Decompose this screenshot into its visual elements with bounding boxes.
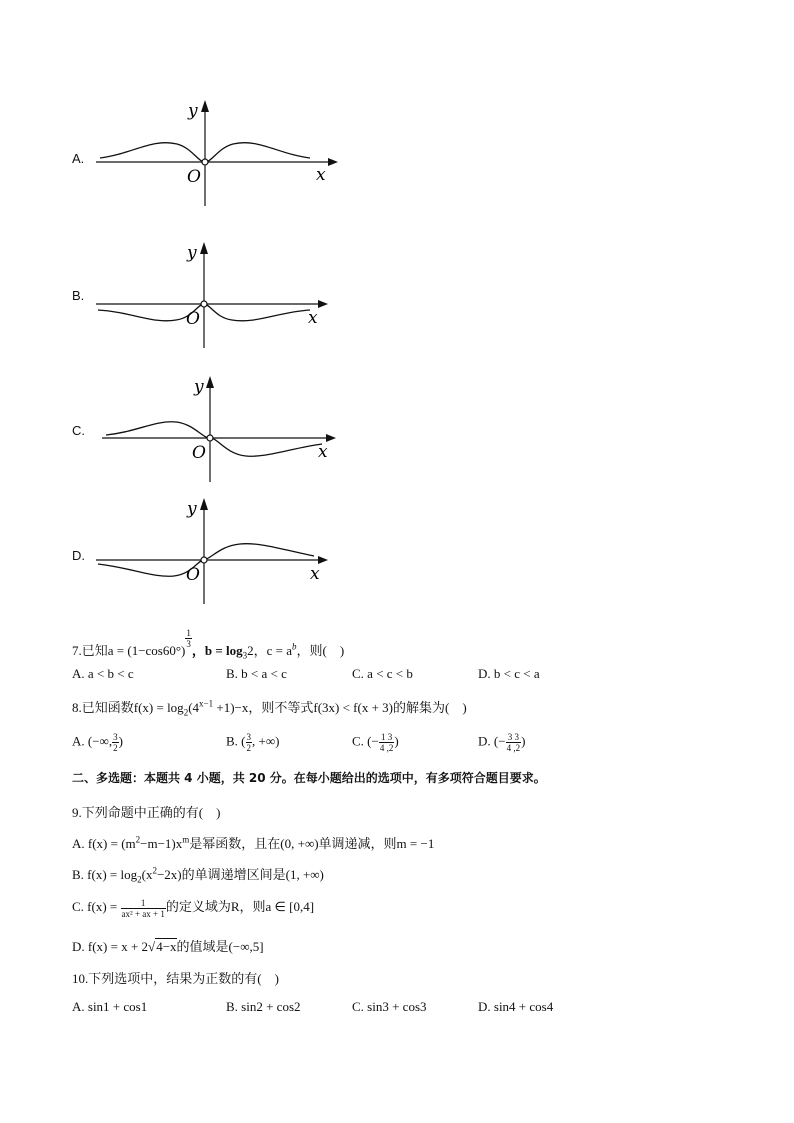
question-7-option-d[interactable]: D. b < c < a <box>478 666 540 681</box>
graph-option-label-c: C. <box>72 423 85 438</box>
question-9-option-d[interactable]: D. f(x) = x + 2√4−x的值域是(−∞,5] <box>72 939 264 954</box>
question-9-c-fraction: $\frac{1}{\text{ax² + ax + 1}}$ <box>121 897 165 919</box>
graph-d-y-label: y <box>187 499 197 519</box>
question-10-option-d[interactable]: D. sin4 + cos4 <box>478 999 554 1014</box>
question-7-number: 7. <box>72 643 82 658</box>
graph-c-origin-label: O <box>192 443 206 463</box>
graph-a <box>92 98 342 210</box>
question-9-stem: 9.下列命题中正确的有( ) <box>72 805 221 820</box>
question-7-option-a[interactable]: A. a < b < c <box>72 666 134 681</box>
question-10-number: 10. <box>72 971 89 986</box>
graph-b <box>92 240 342 352</box>
question-10-option-c[interactable]: C. sin3 + cos3 <box>352 999 427 1014</box>
graph-a-y-label: y <box>188 101 198 121</box>
question-8-stem: 8.已知函数$f(x) = \log_2(4^{x-1} +1)-x$，则不等式f(3x) < f(x + 3)的解集为( ) <box>72 698 467 718</box>
graph-c-y-label: y <box>194 377 204 397</box>
question-9-option-b[interactable]: B. $f(x) = \log_2(x^2-2x)$的单调递增区间是(1, +∞) <box>72 865 324 885</box>
question-8-option-d[interactable]: D. (− $\frac{3 3}{4 ,2}$ ) <box>478 732 526 753</box>
graph-b-x-label: x <box>308 308 318 328</box>
graph-c-x-label: x <box>318 442 328 462</box>
section-2-heading: 二、多选题：本题共 4 小题，共 20 分。在每小题给出的选项中，有多项符合题目要求。 <box>72 771 546 785</box>
question-7-c-expr: ，c = a <box>253 643 293 658</box>
graph-b-y-label: y <box>187 243 197 263</box>
question-9-number: 9. <box>72 805 82 820</box>
graph-d-origin-label: O <box>186 565 200 585</box>
graph-c <box>96 374 346 486</box>
graph-a-origin-label: O <box>187 167 201 187</box>
graph-option-label-a: A. <box>72 151 85 166</box>
question-10-stem: 10.下列选项中，结果为正数的有( ) <box>72 971 279 986</box>
graph-option-label-b: B. <box>72 288 85 303</box>
question-8-option-a[interactable]: A. (−∞, $\frac{3}{2}$ ) <box>72 732 123 753</box>
graph-d <box>92 496 342 608</box>
question-9-option-c[interactable]: C. f(x) = $\frac{1}{\text{ax² + ax + 1}}$ 的定义域为R，则a ∈ [0,4] <box>72 897 315 919</box>
question-7-a-expr: a = (1−cos60°) <box>107 643 186 658</box>
question-9-d-radicand: 4−x <box>156 939 177 954</box>
question-7-option-b[interactable]: B. b < a < c <box>226 666 287 681</box>
graph-option-label-d: D. <box>72 548 85 563</box>
question-7-option-c[interactable]: C. a < c < b <box>352 666 413 681</box>
question-7-stem: 7.已知a = (1−cos60°) $\frac{1}{3}$ ，$b = \log_32$，$c = a^b$，则( ) <box>72 628 345 661</box>
graph-a-x-label: x <box>316 165 326 185</box>
graph-b-origin-label: O <box>186 309 200 329</box>
question-8-number: 8. <box>72 700 82 715</box>
question-8-option-c[interactable]: C. (− $\frac{1 3}{4 ,2}$ ) <box>352 732 399 753</box>
question-7-a-exponent: $\frac{1}{3}$ <box>186 628 191 649</box>
question-10-option-a[interactable]: A. sin1 + cos1 <box>72 999 148 1014</box>
question-9-option-a[interactable]: A. $f(x) = (m^2-m-1)x^m$是幂函数，且在(0, +∞)单调递减，则m = −1 <box>72 834 435 851</box>
question-8-option-b[interactable]: B. ( $\frac{3}{2}$ , +∞) <box>226 732 280 753</box>
graph-d-x-label: x <box>310 564 320 584</box>
question-10-option-b[interactable]: B. sin2 + cos2 <box>226 999 301 1014</box>
